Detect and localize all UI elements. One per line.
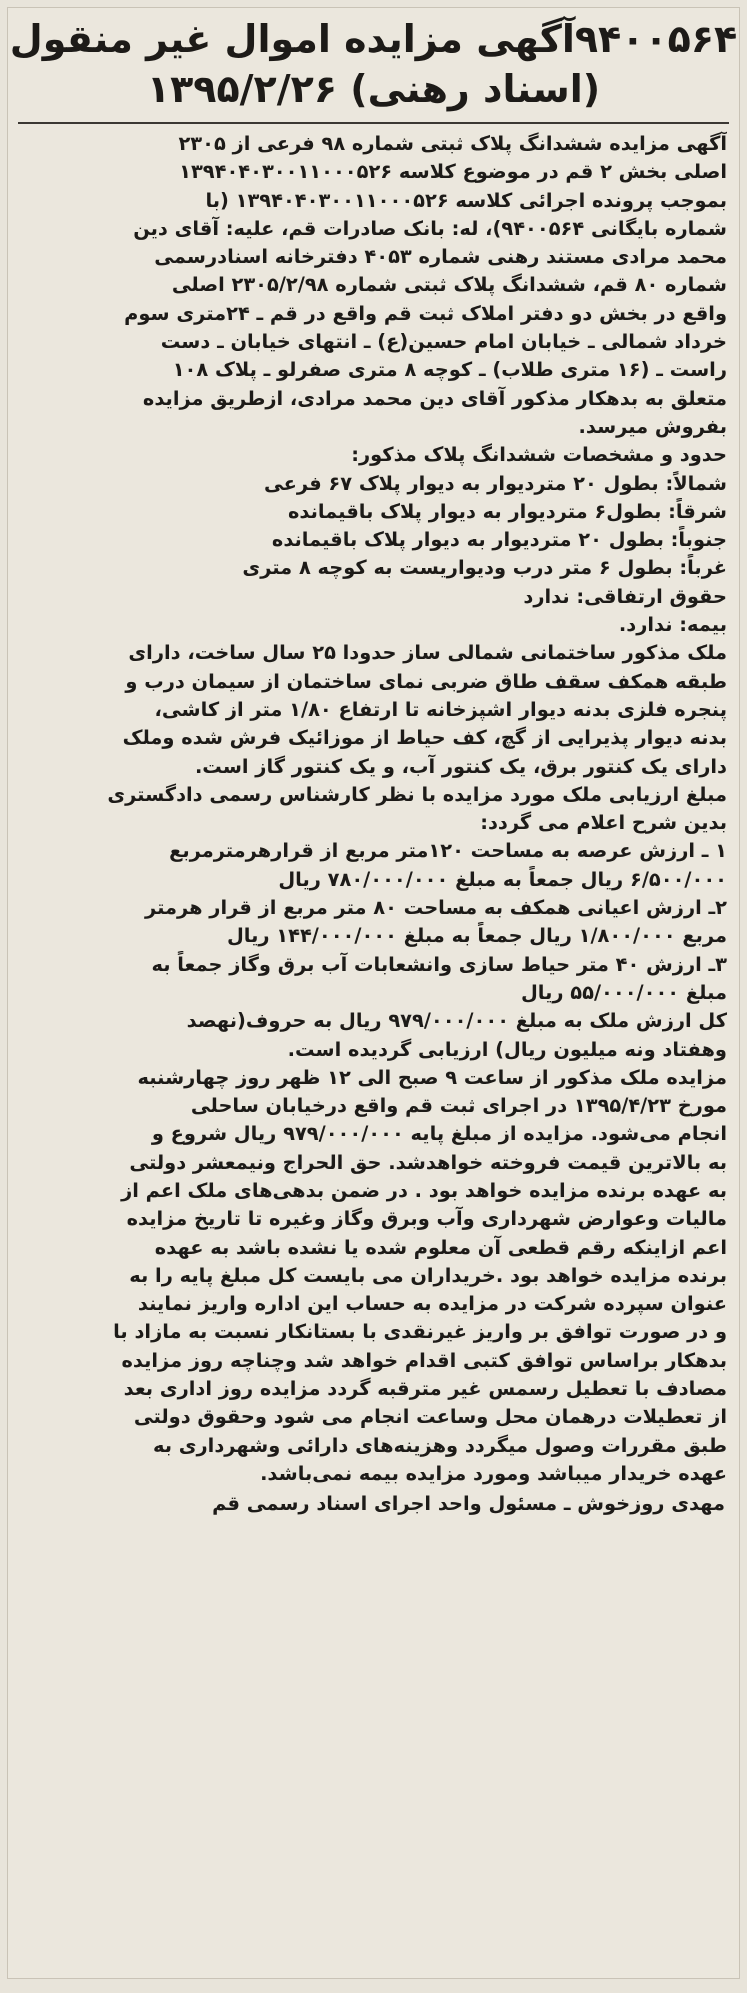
body-line: آگهی مزایده ششدانگ پلاک ثبتی شماره ۹۸ فرعی از ۲۳۰۵	[178, 132, 727, 155]
body-line: محمد مرادی مستند رهنی شماره ۴۰۵۳ دفترخانه اسنادرسمی	[154, 245, 727, 269]
body-line: طبق مقررات وصول میگردد وهزینه‌های دارائی وشهرداری به	[152, 1433, 727, 1457]
body-line: شماره ۸۰ قم، ششدانگ پلاک ثبتی شماره ۲۳۰۵/۲/۹۸ اصلی	[171, 273, 727, 297]
body-line: به بالاترین قیمت فروخته خواهدشد. حق الحراج ونیمعشر دولتی	[129, 1150, 727, 1174]
body-line: از تعطیلات درهمان محل وساعت انجام می شود وحقوق دولتی	[133, 1405, 727, 1429]
body-line: ۱ ـ ارزش عرصه به مساحت ۱۲۰متر مربع از قرارهرمترمربع	[169, 839, 727, 863]
body-line: مالیات وعوارض شهرداری وآب وبرق وگاز وغیره تا تاریخ مزایده	[126, 1207, 727, 1231]
body-line: کل ارزش ملک به مبلغ ۹۷۹/۰۰۰/۰۰۰ ریال به حروف(نهصد	[186, 1009, 727, 1033]
body-line: بدهکار براساس توافق کتبی اقدام خواهد شد وچناچه روز مزایده	[121, 1348, 727, 1372]
body-line: بفروش میرسد.	[578, 414, 727, 438]
body-line: متعلق به بدهکار مذکور آقای دین محمد مرادی، ازطریق مزایده	[142, 386, 727, 410]
body-line: واقع در بخش دو دفتر املاک ثبت قم واقع در قم ـ ۲۴متری سوم	[124, 301, 727, 325]
body-line: مبلغ ارزیابی ملک مورد مزایده با نظر کارشناس رسمی دادگستری	[107, 782, 727, 806]
body-line: غرباً: بطول ۶ متر درب ودیواریست به کوچه ۸ متری	[242, 556, 727, 580]
body-line: جنوباً: بطول ۲۰ متردیوار به دیوار پلاک باقیمانده	[271, 528, 727, 552]
body-line: مصادف با تعطیل رسمس غیر مترقبه گردد مزایده روز اداری بعد	[123, 1377, 727, 1401]
advertisement-page	[7, 7, 740, 1979]
body-line: انجام می‌شود. مزایده از مبلغ پایه ۹۷۹/۰۰۰/۰۰۰ ریال شروع و	[151, 1122, 727, 1146]
body-line: برنده مزایده خواهد بود .خریداران می بایست کل مبلغ پایه را به	[129, 1263, 727, 1287]
body-line: به عهده برنده مزایده خواهد بود . در ضمن بدهی‌های ملک اعم از	[121, 1178, 727, 1202]
body-line: بدین شرح اعلام می گردد:	[480, 811, 727, 835]
ad-title: ۹۴۰۰۵۶۴آگهی مزایده اموال غیر منقول	[9, 17, 738, 61]
body-line: حقوق ارتفاقی: ندارد	[523, 584, 727, 608]
body-line: مورخ ۱۳۹۵/۴/۲۳ در اجرای ثبت قم واقع درخیابان ساحلی	[190, 1094, 727, 1118]
body-line: عهده خریدار میباشد ومورد مزایده بیمه نمی‌باشد.	[260, 1461, 727, 1485]
body-line: حدود و مشخصات ششدانگ پلاک مذکور:	[351, 443, 727, 467]
body-line: خرداد شمالی ـ خیابان امام حسین(ع) ـ انتهای خیابان ـ دست	[160, 330, 727, 354]
body-line: وهفتاد ونه میلیون ریال) ارزیابی گردیده است.	[287, 1037, 727, 1061]
body-line: بیمه: ندارد.	[618, 613, 727, 637]
body-line: بموجب پرونده اجرائی کلاسه ۱۳۹۴۰۴۰۳۰۰۱۱۰۰۰۵۲۶ (با	[205, 188, 727, 212]
body-line: راست ـ (۱۶ متری طلاب) ـ کوچه ۸ متری صفرلو ـ پلاک ۱۰۸	[172, 358, 727, 382]
body-line: ۲ـ ارزش اعیانی همکف به مساحت ۸۰ متر مربع از قرار هرمتر	[145, 896, 727, 920]
body-line: اصلی بخش ۲ قم در موضوع کلاسه ۱۳۹۴۰۴۰۳۰۰۱۱۰۰۰۵۲۶	[179, 160, 727, 184]
ad-signature: مهدی روزخوش ـ مسئول واحد اجرای اسناد رسمی قم	[212, 1492, 725, 1516]
body-line: ملک مذکور ساختمانی شمالی ساز حدودا ۲۵ سال ساخت، دارای	[128, 641, 727, 665]
ad-subtitle: (اسناد رهنی) ۱۳۹۵/۲/۲۶	[146, 67, 601, 111]
body-line: اعم ازاینکه رقم قطعی آن معلوم شده یا نشده باشد به عهده	[154, 1235, 727, 1259]
body-line: بدنه دیوار پذیرایی از گچ، کف حیاط از موزائیک فرش شده وملک	[122, 726, 727, 750]
body-line: مربع ۱/۸۰۰/۰۰۰ ریال جمعاً به مبلغ ۱۴۴/۰۰۰/۰۰۰ ریال	[226, 924, 727, 948]
body-line: شماره بایگانی ۹۴۰۰۵۶۴)، له: بانک صادرات قم، علیه: آقای دین	[133, 216, 727, 240]
body-line: عنوان سپرده شرکت در مزایده به حساب این اداره واریز نمایند	[137, 1292, 727, 1316]
body-line: شمالاً: بطول ۲۰ متردیوار به دیوار پلاک ۶۷ فرعی	[264, 471, 727, 495]
ad-body-text	[8, 124, 739, 1488]
body-line: دارای یک کنتور برق، یک کنتور آب، و یک کنتور گاز است.	[194, 754, 727, 778]
body-line: شرقاً: بطول۶ متردیوار به دیوار پلاک باقیمانده	[287, 499, 727, 523]
body-line: و در صورت توافق بر واریز غیرنقدی با بستانکار نسبت به مازاد با	[113, 1320, 727, 1344]
body-line: ۳ـ ارزش ۴۰ متر حیاط سازی وانشعابات آب برق وگاز جمعاً به	[151, 952, 727, 976]
ad-header	[8, 8, 739, 114]
body-line: طبقه همکف سقف طاق ضربی نمای ساختمان از سیمان درب و	[125, 669, 727, 693]
body-line: پنجره فلزی بدنه دیوار اشپزخانه تا ارتفاع ۱/۸۰ متر از کاشی،	[154, 697, 727, 721]
body-line: ۶/۵۰۰/۰۰۰ ریال جمعاً به مبلغ ۷۸۰/۰۰۰/۰۰۰ ریال	[278, 867, 727, 891]
body-line: مبلغ ۵۵/۰۰۰/۰۰۰ ریال	[520, 980, 727, 1004]
body-line: مزایده ملک مذکور از ساعت ۹ صبح الی ۱۲ ظهر روز چهارشنبه	[137, 1065, 727, 1089]
